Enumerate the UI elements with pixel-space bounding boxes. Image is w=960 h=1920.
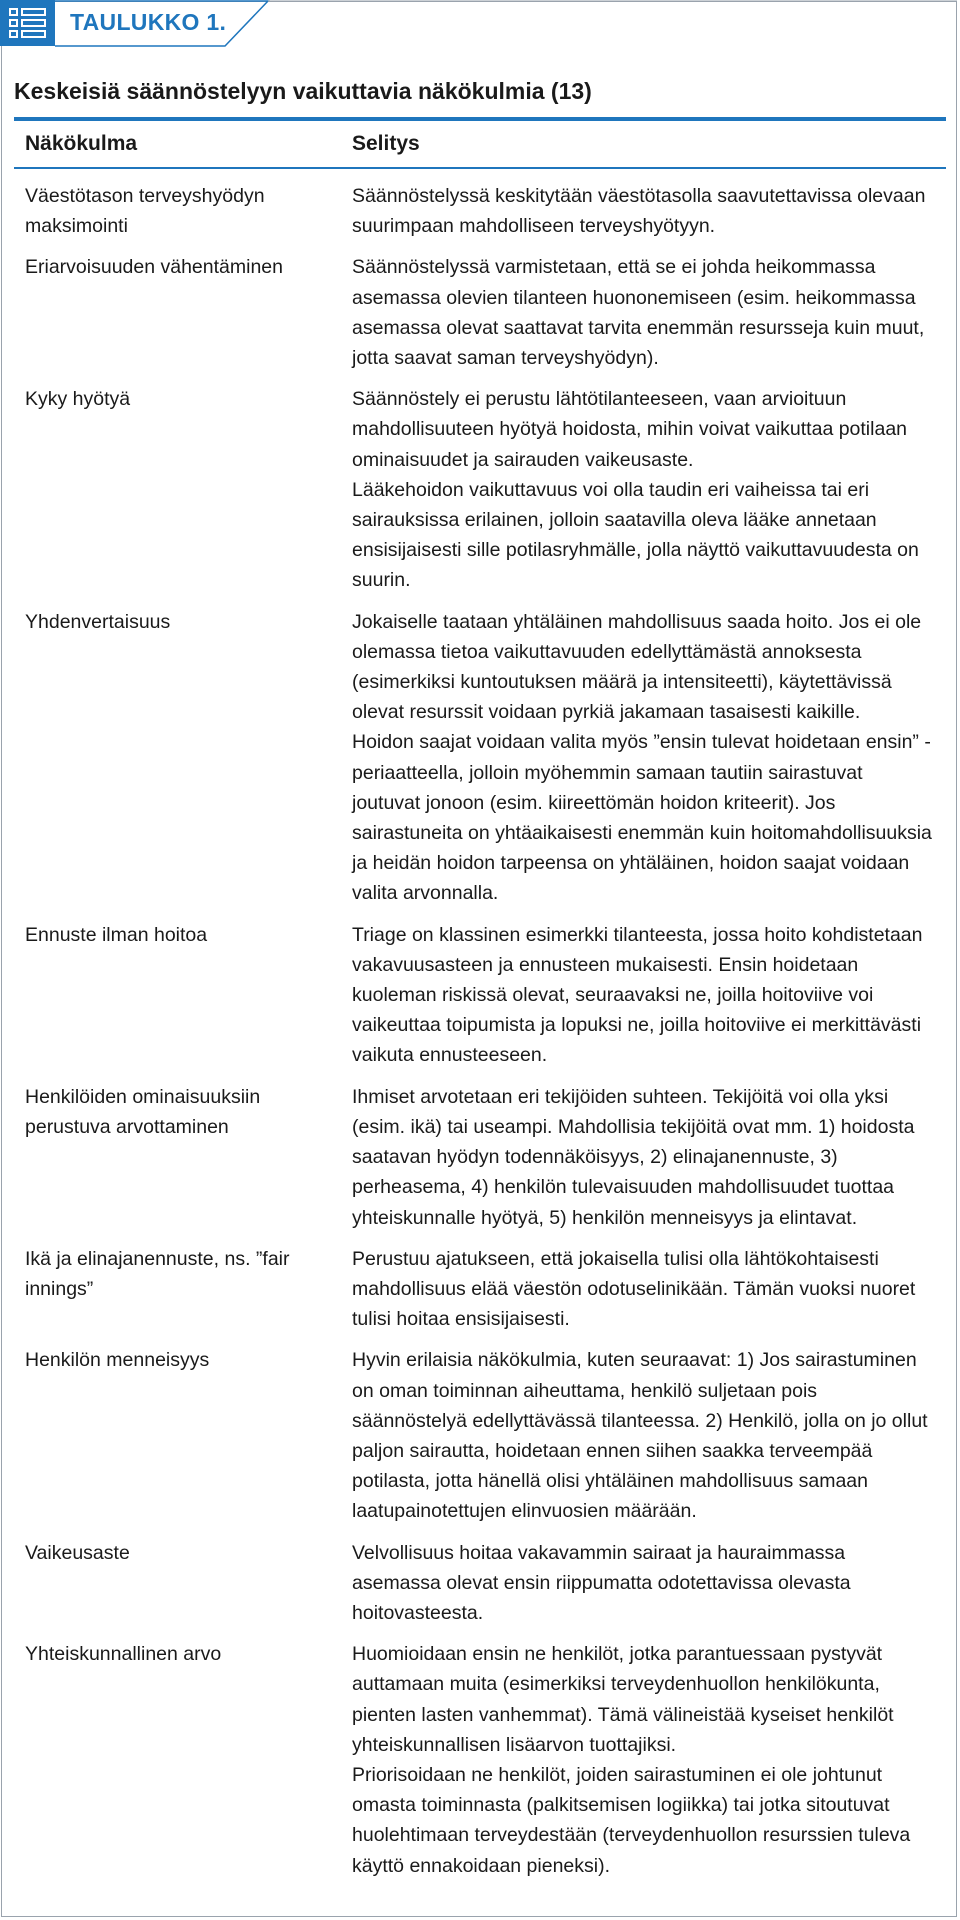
table-row	[0, 1244, 960, 1335]
explanation-cell	[352, 1082, 932, 1233]
explanation-cell	[352, 1538, 932, 1629]
explanation-paragraph: Huomioidaan ensin ne henkilöt, jotka parantuessaan pystyvät auttamaan muita (esimerkiksi terveydenhuollon henkilökunta, pienten lasten vanhemmat). Tämä välineistää kyseiset henkilöt yhteiskunnallisen lisäarvon tuottajiksi.	[352, 1643, 894, 1756]
table-title: Keskeisiä säännöstelyyn vaikuttavia näkökulmia (13)	[14, 78, 592, 104]
table-body	[0, 181, 960, 1892]
table-row	[0, 1345, 960, 1526]
table-row	[0, 384, 960, 595]
explanation-paragraph: Lääkehoidon vaikuttavuus voi olla taudin eri vaiheissa tai eri sairauksissa erilainen, jolloin saatavilla oleva lääke annetaan ensisijaisesti sille potilasryhmälle, jolla näyttö vaikuttavuudesta on suurin.	[352, 478, 919, 592]
aspect-cell: Yhteiskunnallinen arvo	[25, 1643, 222, 1666]
explanation-paragraph: Hoidon saajat voidaan valita myös ”ensin tulevat hoidetaan ensin” -periaatteella, jolloin myöhemmin samaan tautiin sairastuvat joutuvat jonoon (esim. kiireettömän hoidon kriteerit). Jos sairastuneita on yhtäaikaisesti enemmän kuin hoitomahdollisuuksia ja heidän hoidon tarpeensa on yhtäläinen, hoidon saajat voidaan valita arvonnalla.	[352, 731, 932, 905]
aspect-cell: Vaikeusaste	[25, 1541, 130, 1564]
explanation-cell	[352, 1345, 932, 1526]
table-row	[0, 181, 960, 241]
aspect-cell: Väestötason terveyshyödyn maksimointi	[25, 185, 265, 238]
title-rule	[14, 117, 946, 121]
explanation-cell	[352, 607, 932, 909]
aspect-cell: Henkilön menneisyys	[25, 1349, 210, 1372]
table-row	[0, 607, 960, 909]
column-header-aspect: Näkökulma	[25, 132, 138, 155]
aspect-cell: Ikä ja elinajanennuste, ns. ”fair innings”	[25, 1247, 290, 1300]
table-header-strip	[0, 0, 960, 46]
explanation-paragraph: Ihmiset arvotetaan eri tekijöiden suhteen. Tekijöitä voi olla yksi (esim. ikä) tai useampi. Mahdollisia tekijöitä ovat mm. 1) hoidosta saatavan hyödyn todennäköisyys, 2) elinajanennuste, 3) perheasema, 4) henkilön tulevaisuuden mahdollisuudet tuottaa yhteiskunnalle hyötyä, 5) henkilön menneisyys ja elintavat.	[352, 1085, 915, 1229]
header-rule	[14, 167, 946, 169]
table-number-label: TAULUKKO 1.	[70, 9, 227, 35]
explanation-paragraph: Priorisoidaan ne henkilöt, joiden sairastuminen ei ole johtunut omasta toiminnasta (palkitsemisen logiikka) tai jotka sitoutuvat huolehtimaan terveydestään (terveydenhuollon resurssien tuleva käyttö ennakoidaan pieneksi).	[352, 1763, 911, 1877]
column-header-explanation: Selitys	[352, 132, 420, 155]
table-list-icon	[0, 0, 55, 46]
aspect-cell: Yhdenvertaisuus	[25, 610, 171, 633]
aspect-cell: Ennuste ilman hoitoa	[25, 923, 208, 946]
aspect-cell: Henkilöiden ominaisuuksiin perustuva arvottaminen	[25, 1085, 261, 1138]
explanation-paragraph: Hyvin erilaisia näkökulmia, kuten seuraavat: 1) Jos sairastuminen on oman toiminnan aiheuttama, henkilö suljetaan pois säännöstelyä edellyttävässä tilanteessa. 2) Henkilö, jolla on jo ollut paljon sairautta, hoidetaan ennen siihen saakka terveempää potilasta, jotta hänellä olisi yhtäläinen mahdollisuus samaan laatupainotettujen elinvuosien määrään.	[352, 1349, 928, 1523]
table-row	[0, 1082, 960, 1233]
explanation-cell	[352, 181, 932, 241]
table-row	[0, 1538, 960, 1629]
explanation-paragraph: Säännöstely ei perustu lähtötilanteeseen, vaan arvioituun mahdollisuuteen hyötyä hoidosta, mihin voivat vaikuttaa potilaan ominaisuudet ja sairauden vaikeusaste.	[352, 388, 908, 471]
explanation-paragraph: Jokaiselle taataan yhtäläinen mahdollisuus saada hoito. Jos ei ole olemassa tietoa vaikuttavuuden edellyttämästä annoksesta (esimerkiksi kuntoutuksen määrä ja intensiteetti), käytettävissä olevat resurssit voidaan pyrkiä jakamaan tasaisesti kaikille.	[352, 610, 922, 724]
explanation-paragraph: Velvollisuus hoitaa vakavammin sairaat ja hauraimmassa asemassa olevat ensin riippumatta odotettavissa olevasta hoitovasteesta.	[352, 1541, 851, 1624]
explanation-paragraph: Triage on klassinen esimerkki tilanteesta, jossa hoito kohdistetaan vakavuusasteen ja ennusteen mukaisesti. Ensin hoidetaan kuoleman riskissä olevat, seuraavaksi ne, joilla hoitoviive voi vaikeuttaa toipumista ja lopuksi ne, joilla hoitoviive ei merkittävästi vaikuta ennusteeseen.	[352, 923, 923, 1067]
explanation-cell	[352, 1244, 932, 1335]
aspect-cell: Eriarvoisuuden vähentäminen	[25, 256, 283, 279]
aspect-cell: Kyky hyötyä	[25, 388, 131, 411]
table-row	[0, 252, 960, 373]
explanation-cell	[352, 920, 932, 1071]
explanation-paragraph: Perustuu ajatukseen, että jokaisella tulisi olla lähtökohtaisesti mahdollisuus elää väestön odotuselinikään. Tämän vuoksi nuoret tulisi hoitaa ensisijaisesti.	[352, 1247, 916, 1331]
table-row	[0, 1639, 960, 1881]
explanation-paragraph: Säännöstelyssä keskitytään väestötasolla saavutettavissa olevaan suurimpaan mahdolliseen terveyshyötyyn.	[352, 185, 926, 238]
table-row	[0, 920, 960, 1071]
explanation-paragraph: Säännöstelyssä varmistetaan, että se ei johda heikommassa asemassa olevien tilanteen huononemiseen (esim. heikommassa asemassa olevat saattavat tarvita enemmän resursseja kuin muut, jotta saavat saman terveyshyödyn).	[352, 256, 925, 370]
explanation-cell	[352, 252, 932, 373]
explanation-cell	[352, 1639, 932, 1881]
explanation-cell	[352, 384, 932, 595]
